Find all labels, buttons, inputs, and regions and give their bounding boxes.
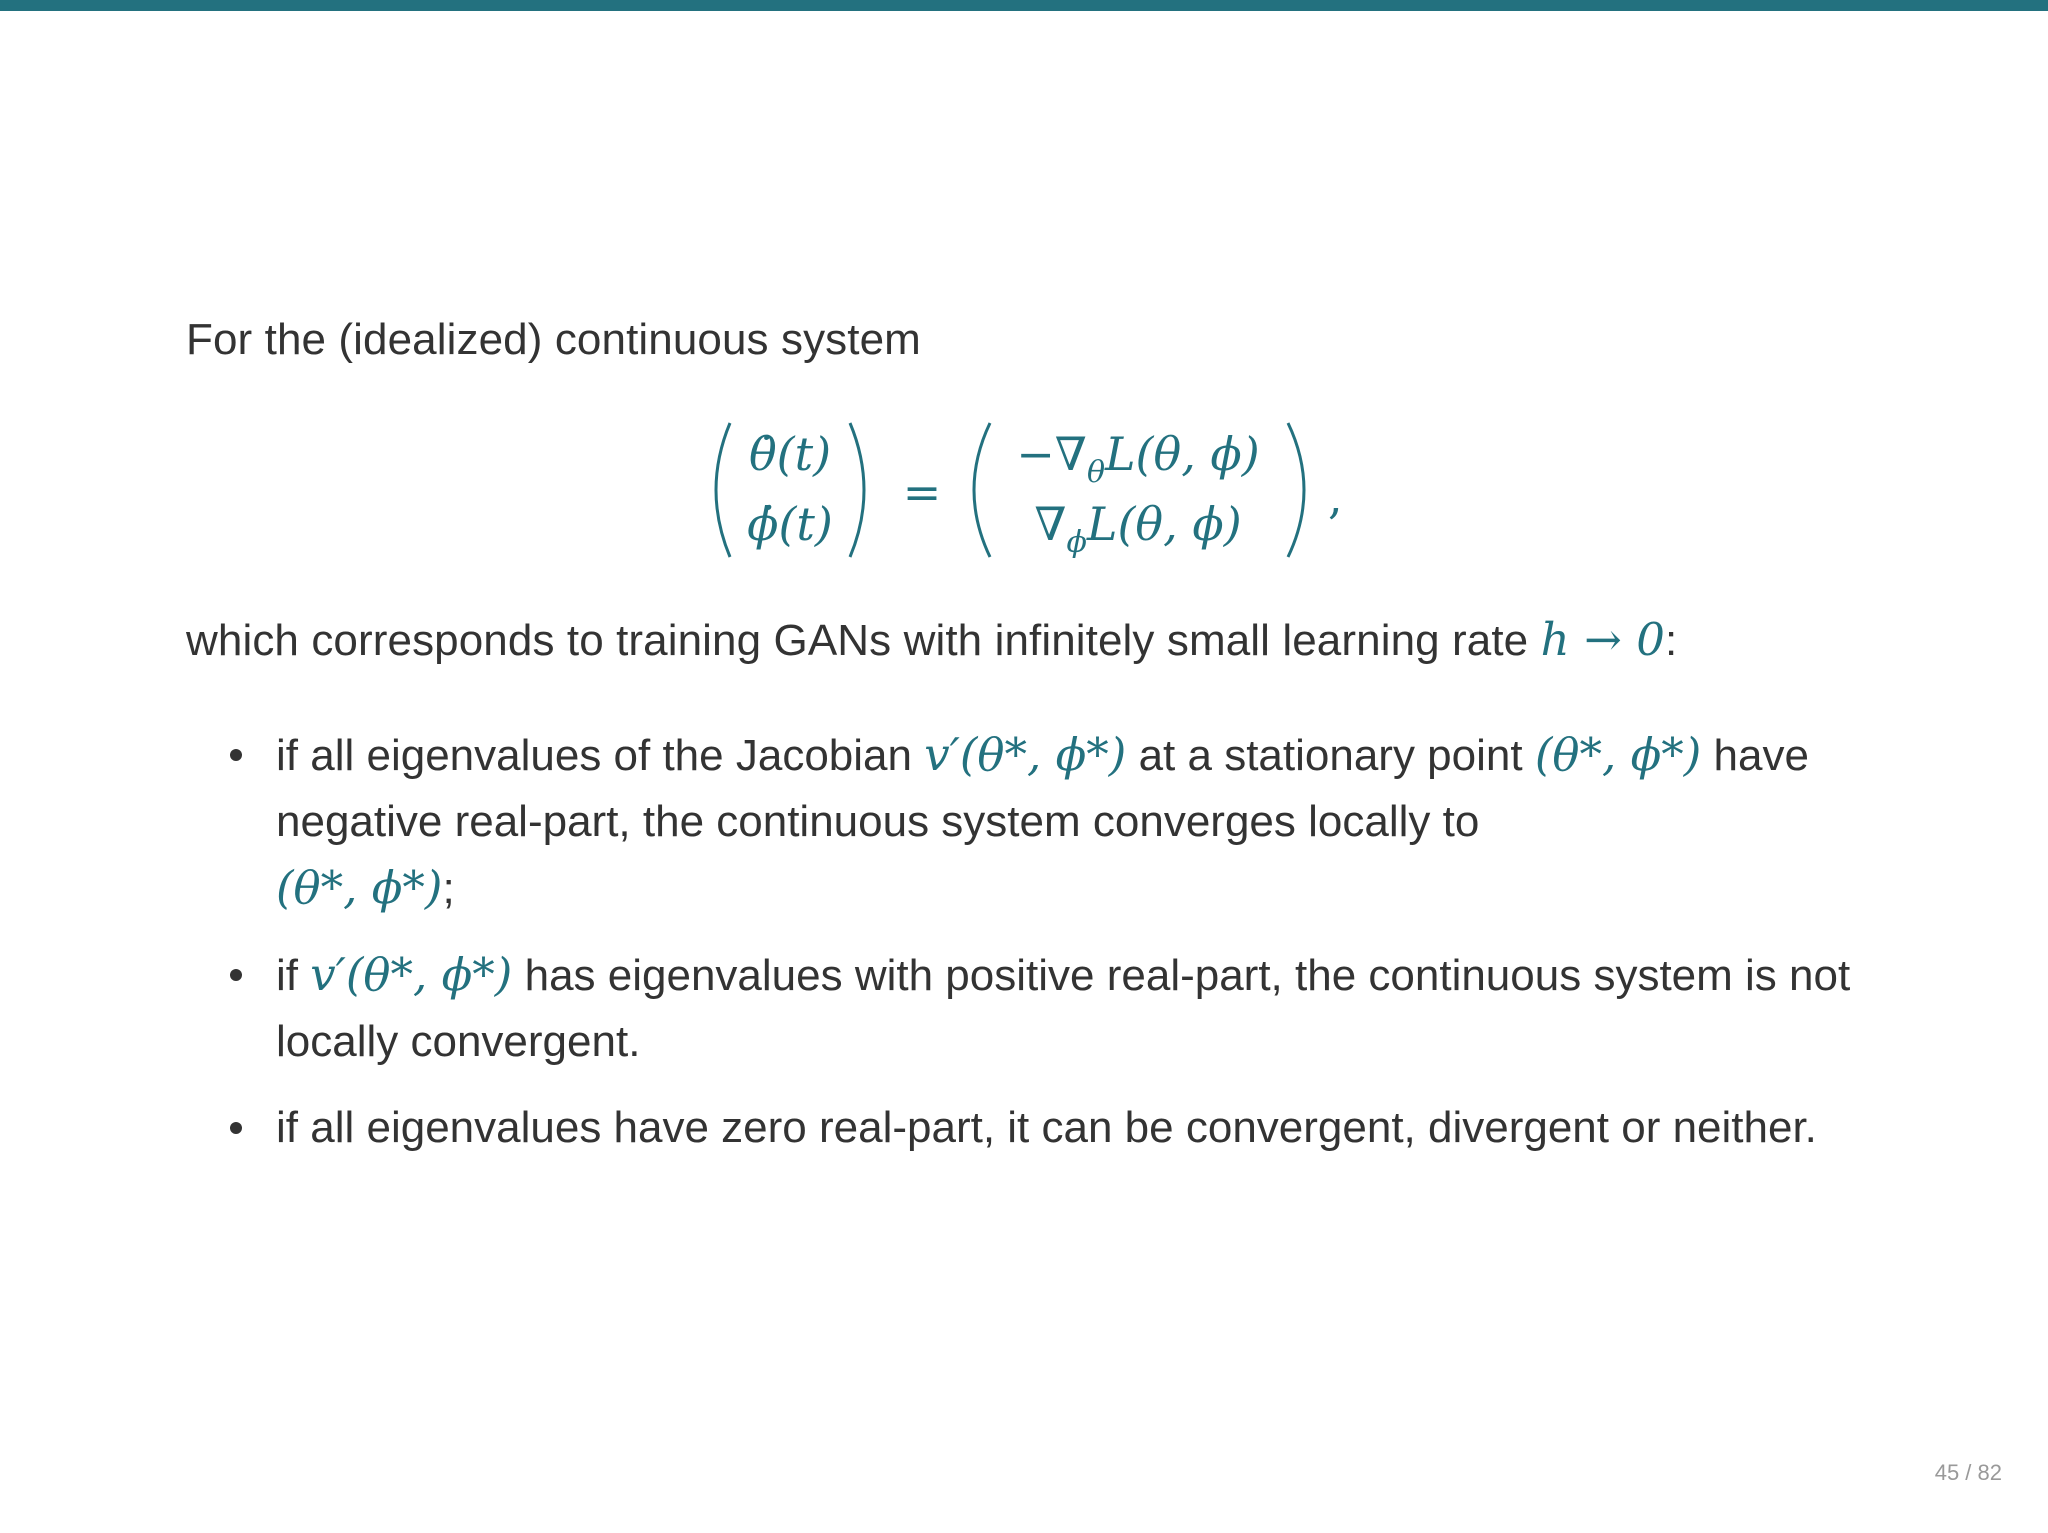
equation-comma: , [1328,470,1343,524]
ode-equation [700,405,1380,575]
lead-suffix: : [1665,616,1678,665]
bullet-item: if all eigenvalues have zero real-part, it can be convergent, divergent or neither. [226,1095,1876,1161]
top-accent-bar [0,0,2048,11]
left-paren-open [716,423,730,557]
lhs-top: θ̇(t) [748,427,832,481]
jacobian-math: v′(θ*, ϕ*) [924,728,1127,781]
bullet-dot [230,1122,242,1134]
stationary-point-math: (θ*, ϕ*) [276,861,443,914]
equals-sign: = [902,465,942,519]
bullet-item: if v′(θ*, ϕ*) has eigenvalues with positive real-part, the continuous system is not locally convergent. [226,942,1876,1075]
rhs-top: $-\nabla_\theta L(\theta$, ϕ) [1016,427,1260,490]
right-paren-close [1288,423,1304,557]
bullet-item: if all eigenvalues of the Jacobian v′(θ*, ϕ*) at a stationary point (θ*, ϕ*) have negative real-part, the continuous system converges locally to (θ*, ϕ*); [226,722,1876,922]
right-paren-open [974,423,990,557]
bullet-list [226,722,1876,1181]
lhs-bottom: ϕ̇(t) [747,497,833,551]
left-paren-close [850,423,864,557]
page-number: 45 / 82 [1934,1460,2002,1485]
lead-math: h → 0 [1540,613,1666,666]
stationary-point-math: (θ*, ϕ*) [1534,728,1702,781]
bullet-dot [230,749,242,761]
bullet-dot [230,969,242,981]
jacobian-math: v′(θ*, ϕ*) [310,948,513,1001]
lead-body: which corresponds to training GANs with infinitely small learning rate [186,616,1541,665]
lead-text [186,612,1677,668]
intro-text: For the (idealized) continuous system [186,315,921,364]
equation-svg [700,405,1380,575]
rhs-bottom: $\nabla_\phi L(\theta$, ϕ) [1034,497,1242,560]
